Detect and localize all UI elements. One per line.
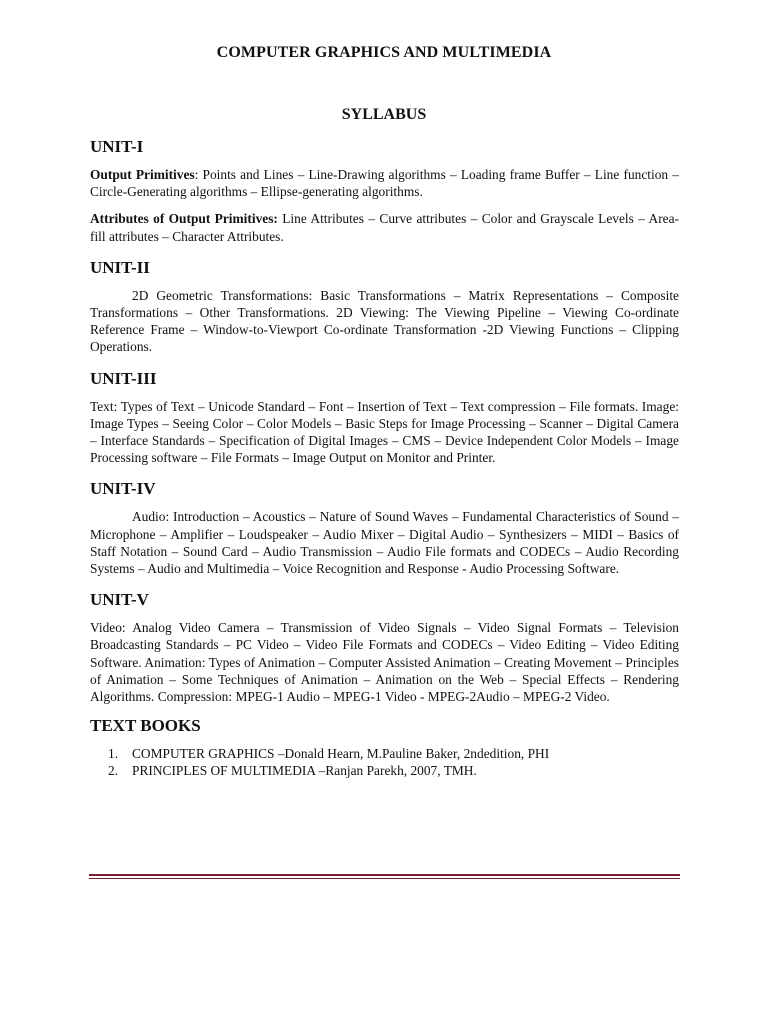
paragraph-text: Text: Types of Text – Unicode Standard – Font – Insertion of Text – Text compression – File formats. Image: Image Types – Seeing Color – Color Models – Basic Steps for Image Processing – Scanner – Digital Camera – Interface Standards – Specification of Digital Images – CMS – Device Independent Color Models – Image Processing software – File Formats – Image Output on Monitor and Printer. (90, 398, 679, 466)
unit-heading: UNIT-IV (90, 479, 156, 499)
unit-paragraph (90, 287, 679, 356)
unit-2-section (90, 257, 679, 356)
unit-paragraph (90, 508, 679, 577)
list-item-number: 2. (108, 763, 119, 779)
paragraph-text: Video: Analog Video Camera – Transmission of Video Signals – Video Signal Formats – Television Broadcasting Standards – PC Video – Video File Formats and CODECs – Video Editing – Video Editing Software. Animation: Types of Animation – Computer Assisted Animation – Creating Movement – Principles of Animation – Some Techniques of Animation – Animation on the Web – Special Effects – Rendering Algorithms. Compression: MPEG-1 Audio – MPEG-1 Video - MPEG-2Audio – MPEG-2 Video. (90, 620, 679, 705)
syllabus-heading: SYLLABUS (341, 106, 427, 123)
unit-paragraph (90, 619, 679, 705)
list-item-number: 1. (108, 746, 119, 762)
unit-5-section (90, 589, 679, 705)
footer-divider-thin (89, 878, 680, 879)
paragraph-lead: Output Primitives (90, 167, 195, 182)
unit-heading: UNIT-III (90, 368, 157, 388)
unit-heading: UNIT-II (90, 257, 150, 277)
text-books-list (90, 745, 679, 779)
paragraph-text: 2D Geometric Transformations: Basic Transformations – Matrix Representations – Composite Transformations – Other Transformations. 2D Viewing: The Viewing Pipeline – Viewing Co-ordinate Reference Frame – Window-to-Viewport Co-ordinate Transformation -2D Viewing Functions – Clipping Operations. (90, 287, 679, 355)
unit-heading: UNIT-I (90, 137, 144, 156)
unit-paragraph (90, 166, 679, 200)
list-item-text: PRINCIPLES OF MULTIMEDIA –Ranjan Parekh, 2007, TMH. (132, 763, 477, 779)
unit-paragraph (90, 398, 679, 467)
unit-heading: UNIT-V (90, 590, 149, 610)
list-item-text: COMPUTER GRAPHICS –Donald Hearn, M.Pauline Baker, 2ndedition, PHI (132, 746, 550, 762)
paragraph-text: : Points and Lines – Line-Drawing algorithms – Loading frame Buffer – Line function – Circle-Generating algorithms – Ellipse-generating algorithms. (90, 167, 679, 200)
paragraph-text: Line Attributes – Curve attributes – Color and Grayscale Levels – Area-fill attributes – Character Attributes. (90, 211, 680, 244)
document-title: COMPUTER GRAPHICS AND MULTIMEDIA (216, 44, 552, 61)
paragraph-lead: Attributes of Output Primitives: (90, 211, 278, 227)
unit-3-section (90, 368, 679, 467)
syllabus-content (90, 136, 679, 780)
unit-paragraph (90, 210, 679, 244)
text-books-heading: TEXT BOOKS (90, 716, 201, 736)
list-item (108, 762, 679, 779)
footer-divider (89, 874, 680, 876)
paragraph-text: Audio: Introduction – Acoustics – Nature of Sound Waves – Fundamental Characteristics of Sound – Microphone – Amplifier – Loudspeaker – Audio Mixer – Digital Audio – Synthesizers – MIDI – Basics of Staff Notation – Sound Card – Audio Transmission – Audio File formats and CODECs – Audio Recording Systems – Audio and Multimedia – Voice Recognition and Response - Audio Processing Software. (90, 509, 679, 577)
unit-1-section (90, 136, 679, 245)
unit-4-section (90, 478, 679, 577)
text-books-section (90, 715, 679, 779)
list-item (108, 745, 679, 762)
